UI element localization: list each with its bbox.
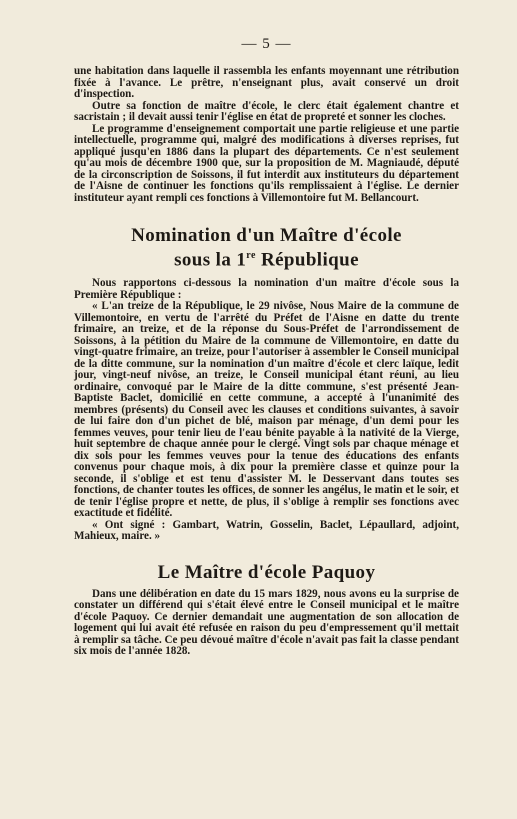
paragraph: Outre sa fonction de maître d'école, le clerc était également chantre et sacristain ; il devait aussi tenir l'église en état de propreté et sonner les cloches. [74, 99, 459, 123]
quoted-deed: « L'an treize de la République, le 29 nivôse, Nous Maire de la commune de Villemontoire, en vertu de l'arrêté du Préfet de l'Aisne en datte du trente frimaire, an treize, et de la réponse du Sous-Préfet de l'arrondissement de Soissons, à la pétition du Maire de la commune de Villemontoire, en datte du vingt-quatre frimaire, an treize, pour l'autoriser à assembler le Conseil municipal de la ditte commune, sur la nomination d'un maître d'école et clerc laïque, ledit jour, vingt-neuf nivôse, an treize, le Conseil municipal étant réuni, au lieu ordinaire, convoqué par le Maire de la ditte commune, s'est présenté Jean-Baptiste Baclet, domicilié en cette commune, a accepté à l'unanimité des membres (présents) du Conseil avec les clauses et conditions suivantes, à savoir de lui faire don d'un pichet de blé, maison par ménage, d'un demi pour les femmes veuves, pour tenir lieu de l'eau bénite payable à la nativité de la Vierge, huit septembre de chaque année pour le clergé. Vingt sols par chaque ménage et dix sols pour les femmes veuves pour la tenue des éducations des enfants convenus pour chaque mois, à dix pour la première classe et quinze pour la seconde, il s'oblige et est tenu d'assister M. le Desservant dans toutes ses fonctions, de chanter toutes les offices, de sonner les angélus, le matin et le soir, et de tenir l'église propre et nette, de plus, il s'oblige à remplir ses fonctions avec exactitude et fidélité. [74, 300, 459, 520]
nomination-heading [74, 226, 459, 270]
heading-line: Le Maître d'école Paquoy [157, 561, 376, 583]
signatures: « Ont signé : Gambart, Watrin, Gosselin, Baclet, Lépaullard, adjoint, Mahieux, maire. » [74, 518, 459, 543]
paragraph: une habitation dans laquelle il rassembla les enfants moyennant une rétribution fixée à l'avance. Le prêtre, n'enseignant plus, avait conservé un droit d'inspection. [74, 65, 459, 100]
nomination-section [74, 278, 459, 543]
heading-line: Nomination d'un Maître d'école [131, 225, 402, 246]
paquoy-heading [74, 563, 459, 583]
paragraph: Le programme d'enseignement comportait une partie religieuse et une partie intellectuelle, programme qui, malgré des modifications à diverses reprises, fut appliqué jusqu'en 1886 dans la plupart des départements. Ce n'est seulement qu'au mois de décembre 1900 que, sur la proposition de M. Magniaudé, député de la circonscription de Soissons, il fut interdit aux instituteurs du département de l'Aisne de continuer les fonctions qu'ils remplissaient à l'église. Le dernier instituteur ayant rempli ces fonctions à Villemontoire fut M. Bellancourt. [74, 122, 459, 204]
paragraph: Nous rapportons ci-dessous la nomination d'un maître d'école sous la Première République : [74, 277, 459, 301]
page-number: — 5 — [241, 36, 292, 52]
heading-line: sous la 1re République [174, 249, 359, 271]
ordinal-superscript: re [246, 250, 256, 261]
paquoy-section [74, 589, 459, 658]
intro-section [74, 66, 459, 204]
paragraph: Dans une délibération en date du 15 mars 1829, nous avons eu la surprise de constater un différend qui s'était élevé entre le Conseil municipal et le maître d'école Paquoy. Ce dernier demandait une augmentation de son allocation de logement qui lui avait été refusée en raison du peu d'empressement qu'il mettait à remplir sa tâche. Ce peu dévoué maître d'école n'avait pas fait la classe pendant six mois de l'année 1828. [74, 587, 459, 658]
